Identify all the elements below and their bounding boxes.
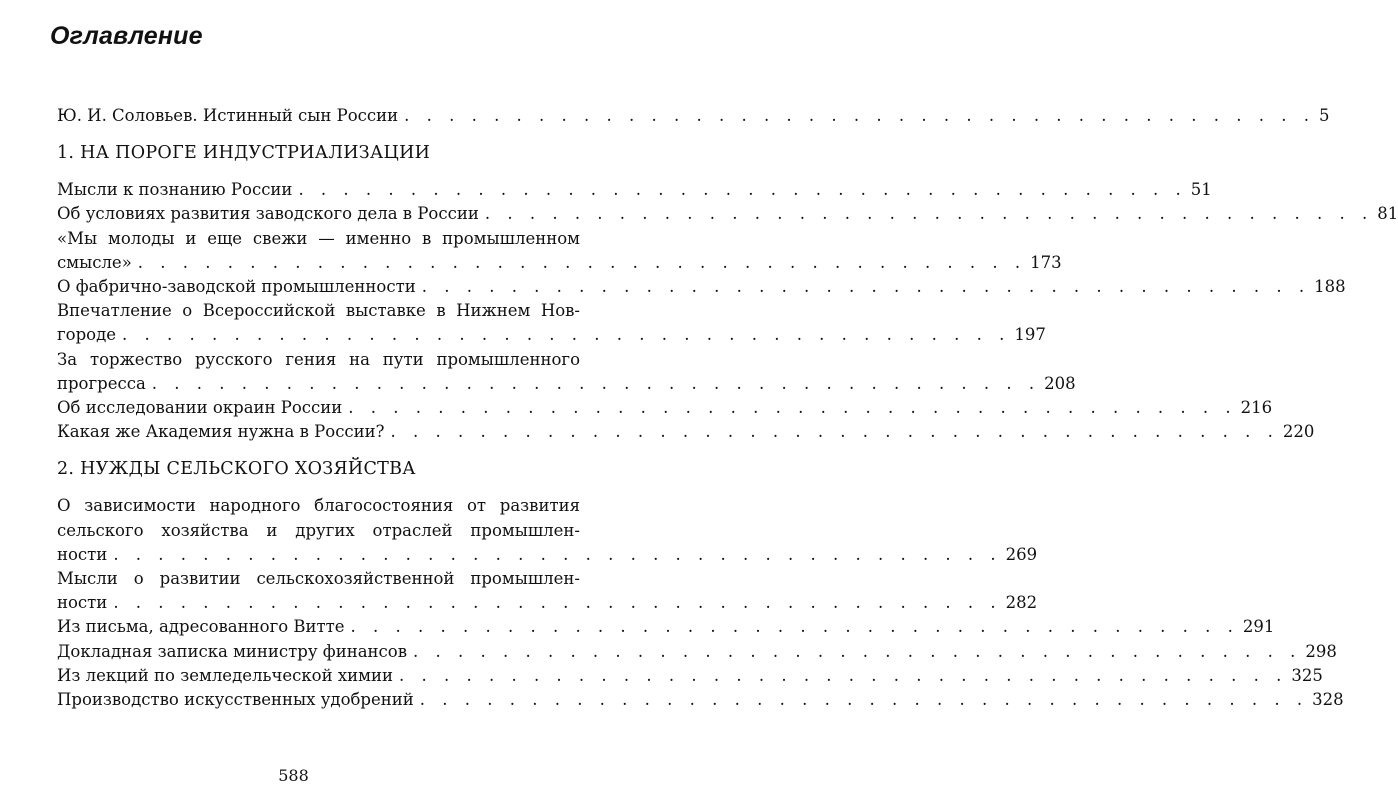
dot-leader: . . . . . . . . . . . . . . . . . . . . . . . . . . . . . . . . . . . . . . . . [350, 617, 1239, 637]
page-number: 291 [1242, 617, 1275, 637]
page-number: 216 [1240, 398, 1273, 418]
toc-entry [57, 688, 1344, 712]
entry-title: Производство искусственных удобрений [57, 690, 414, 710]
entry-title: ности [57, 593, 108, 613]
dot-leader: . . . . . . . . . . . . . . . . . . . . . . . . . . . . . . . . . . . . . . . . [113, 544, 1002, 564]
entry-title: ности [57, 544, 108, 564]
dot-leader: . . . . . . . . . . . . . . . . . . . . . . . . . . . . . . . . . . . . . . . . [122, 325, 1011, 345]
dot-leader: . . . . . . . . . . . . . . . . . . . . . . . . . . . . . . . . . . . . . . . . [137, 252, 1027, 272]
toc-entry [57, 615, 1275, 639]
table-of-contents [57, 104, 1398, 712]
toc-entry [57, 372, 1076, 396]
dot-leader: . . . . . . . . . . . . . . . . . . . . . . . . . . . . . . . . . . . . . . . . [348, 398, 1237, 418]
page-number: 269 [1005, 544, 1038, 564]
entry-title: городе [57, 325, 116, 345]
dot-leader: . . . . . . . . . . . . . . . . . . . . . . . . . . . . . . . . . . . . . . . . [413, 641, 1302, 661]
toc-entry [57, 543, 1038, 567]
toc-entry-intro [57, 104, 1330, 128]
entry-title: Какая же Академия нужна в России? [57, 422, 385, 442]
toc-entry [57, 323, 1046, 347]
entry-title: прогресса [57, 373, 146, 393]
entry-title: Ю. И. Соловьев. Истинный сын России [57, 106, 399, 125]
dot-leader: . . . . . . . . . . . . . . . . . . . . . . . . . . . . . . . . . . . . . . . . . [404, 106, 1315, 125]
dot-leader: . . . . . . . . . . . . . . . . . . . . . . . . . . . . . . . . . . . . . . . . [484, 204, 1374, 224]
page-number: 81 [1377, 204, 1398, 224]
page-number: 188 [1314, 277, 1346, 297]
section-heading-1: 1. НА ПОРОГЕ ИНДУСТРИАЛИЗАЦИИ [57, 143, 431, 164]
toc-entry [57, 664, 1323, 688]
entry-title-line: Впечатление о Всероссийской выставке в Нижнем Нов- [57, 301, 580, 321]
entry-title: Докладная записка министру финансов [57, 641, 408, 661]
toc-entry [57, 275, 1346, 299]
entry-title: Мысли к познанию России [57, 180, 293, 200]
page-number: 5 [1318, 106, 1330, 125]
page-number: 325 [1291, 665, 1323, 685]
entry-title-line: сельского хозяйства и других отраслей промышлен- [57, 520, 580, 540]
entry-title-line: О зависимости народного благосостояния от развития [57, 496, 580, 516]
page-title: Оглавление [50, 22, 203, 50]
page-number: 220 [1282, 422, 1315, 442]
page-number: 282 [1005, 593, 1038, 613]
entry-title: Об исследовании окраин России [57, 398, 343, 418]
entry-title: Из лекций по земледельческой химии [57, 665, 393, 685]
toc-entry [57, 591, 1038, 615]
dot-leader: . . . . . . . . . . . . . . . . . . . . . . . . . . . . . . . . . . . . . . . . [421, 277, 1311, 297]
dot-leader: . . . . . . . . . . . . . . . . . . . . . . . . . . . . . . . . . . . . . . . . [399, 665, 1288, 685]
toc-entry [57, 202, 1398, 226]
page-number: 208 [1044, 373, 1076, 393]
section-heading-2: 2. НУЖДЫ СЕЛЬСКОГО ХОЗЯЙСТВА [57, 459, 416, 480]
page-number: 328 [1312, 690, 1344, 710]
entry-title-line: За торжество русского гения на пути промышленного [57, 349, 580, 369]
dot-leader: . . . . . . . . . . . . . . . . . . . . . . . . . . . . . . . . . . . . . . . . [390, 422, 1279, 442]
entry-title: Из письма, адресованного Витте [57, 617, 345, 637]
entry-title: смысле» [57, 252, 132, 272]
page-number: 173 [1030, 252, 1062, 272]
page-number: 298 [1305, 641, 1337, 661]
entry-title: Об условиях развития заводского дела в России [57, 204, 479, 224]
dot-leader: . . . . . . . . . . . . . . . . . . . . . . . . . . . . . . . . . . . . . . . . [151, 373, 1041, 393]
dot-leader: . . . . . . . . . . . . . . . . . . . . . . . . . . . . . . . . . . . . . . . . [419, 690, 1309, 710]
page-number: 51 [1190, 180, 1212, 200]
entry-title-line: «Мы молоды и еще свежи — именно в промышленном [57, 228, 580, 248]
toc-entry [57, 178, 1212, 202]
dot-leader: . . . . . . . . . . . . . . . . . . . . . . . . . . . . . . . . . . . . . . . . [298, 180, 1187, 200]
toc-entry [57, 251, 1062, 275]
entry-title-line: Мысли о развитии сельскохозяйственной промышлен- [57, 569, 580, 589]
toc-entry [57, 640, 1337, 664]
page-folio: 588 [278, 766, 309, 785]
entry-title: О фабрично-заводской промышленности [57, 277, 416, 297]
toc-entry [57, 420, 1315, 444]
toc-entry [57, 396, 1273, 420]
page-number: 197 [1014, 325, 1046, 345]
dot-leader: . . . . . . . . . . . . . . . . . . . . . . . . . . . . . . . . . . . . . . . . [113, 593, 1002, 613]
